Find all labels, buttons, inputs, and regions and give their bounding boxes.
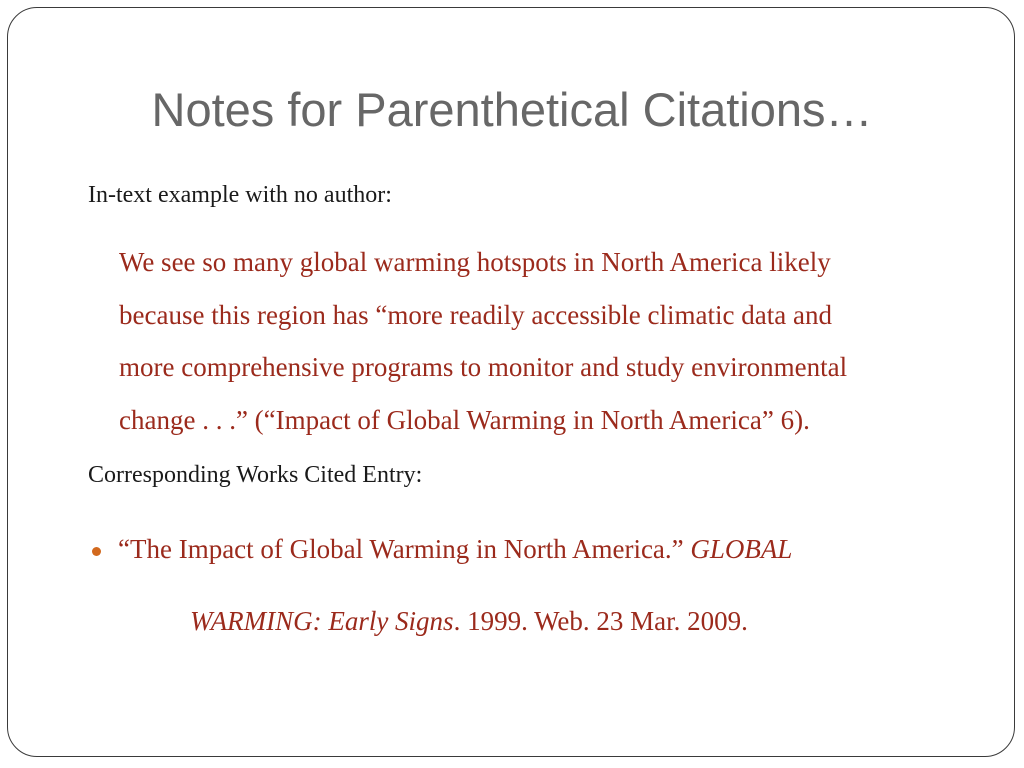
bullet-icon	[92, 547, 101, 556]
slide-title: Notes for Parenthetical Citations…	[151, 83, 873, 136]
works-cited-heading: Corresponding Works Cited Entry:	[88, 462, 423, 488]
citation-source-part-1: GLOBAL	[690, 534, 793, 564]
block-quote	[119, 236, 979, 446]
citation-line-2	[190, 606, 748, 637]
quote-line: because this region has “more readily accessible climatic data and	[119, 299, 832, 330]
quote-line: more comprehensive programs to monitor and study environmental	[119, 352, 848, 382]
citation-source-part-2: WARMING: Early Signs	[190, 606, 454, 636]
intext-example-heading: In-text example with no author:	[88, 182, 392, 208]
citation-rest: . 1999. Web. 23 Mar. 2009.	[453, 606, 748, 636]
quote-line: We see so many global warming hotspots in North America likely	[119, 247, 831, 277]
citation-line-1	[118, 534, 792, 565]
quote-line: change . . .” (“Impact of Global Warming in North America” 6).	[119, 404, 810, 435]
citation-title: “The Impact of Global Warming in North America.”	[118, 534, 691, 564]
